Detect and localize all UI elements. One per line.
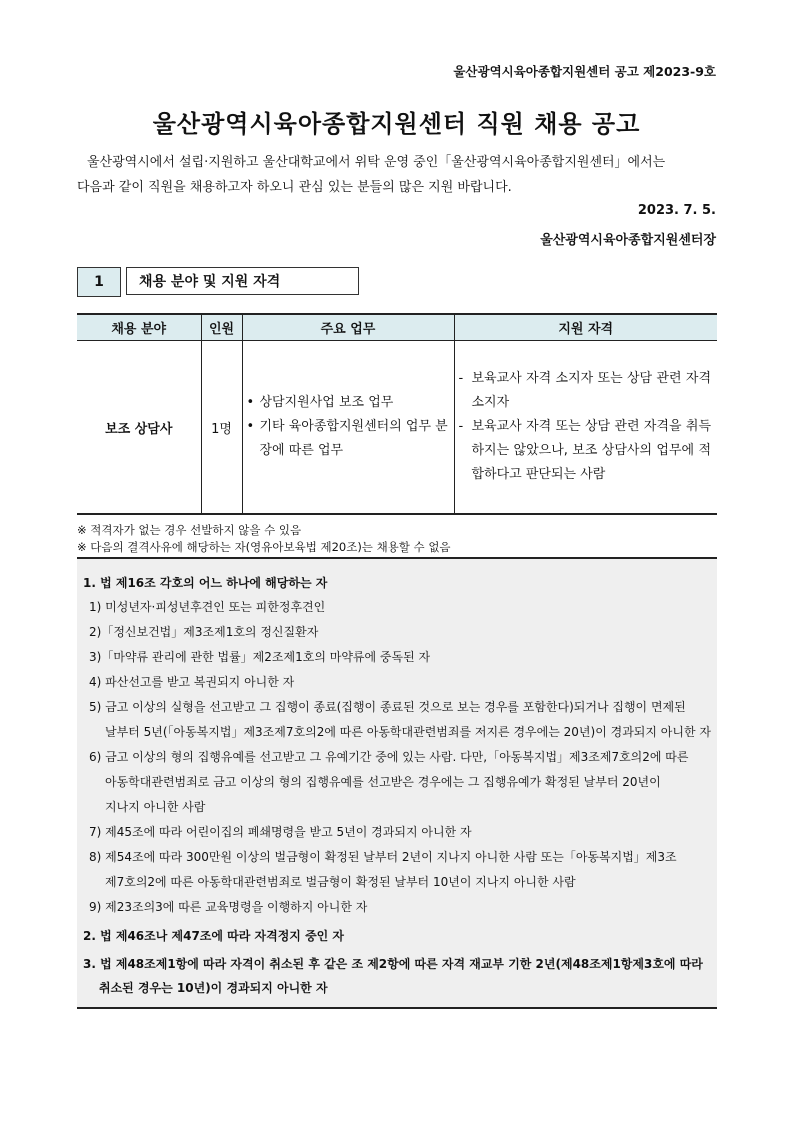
document-number: 울산광역시육아종합지원센터 공고 제2023-9호 <box>453 64 716 79</box>
note-no-candidate: ※ 적격자가 없는 경우 선발하지 않을 수 있음 <box>77 523 302 537</box>
intro-line-2: 다음과 같이 직원을 채용하고자 하오니 관심 있는 분들의 많은 지원 바랍니다. <box>77 180 512 195</box>
sub-item-continued: 날부터 5년(「아동복지법」제3조제7호의2에 따른 아동학대관련범죄를 저지른 경우에는 20년)이 경과되지 아니한 자 <box>105 725 711 739</box>
section-title: 채용 분야 및 지원 자격 <box>126 267 359 295</box>
signature: 울산광역시육아종합지원센터장 <box>540 233 716 248</box>
sub-item: 7) 제45조에 따라 어린이집의 폐쇄명령을 받고 5년이 경과되지 아니한 자 <box>89 825 472 839</box>
note-disqualification: ※ 다음의 결격사유에 해당하는 자(영유아보육법 제20조)는 채용할 수 없음 <box>77 540 451 554</box>
header-duties: 주요 업무 <box>242 314 454 341</box>
header-count: 인원 <box>201 314 242 341</box>
cell-qualifications <box>454 341 717 515</box>
table-header-row <box>77 314 717 341</box>
disqualification-box <box>77 557 717 1009</box>
cell-field: 보조 상담사 <box>77 341 201 515</box>
sub-item: 2)「정신보건법」제3조제1호의 정신질환자 <box>89 625 319 639</box>
duty-item: • 상담지원사업 보조 업무 <box>243 391 454 415</box>
disqualification-item-1: 1. 법 제16조 각호의 어느 하나에 해당하는 자 <box>83 576 328 590</box>
sub-item: 4) 파산선고를 받고 복권되지 아니한 자 <box>89 675 295 689</box>
sub-item-continued: 제7호의2에 따른 아동학대관련범죄로 벌금형이 확정된 날부터 10년이 지나지 아니한 사람 <box>105 875 576 889</box>
header-field: 채용 분야 <box>77 314 201 341</box>
header-qualifications: 지원 자격 <box>454 314 717 341</box>
cell-duties <box>242 341 454 515</box>
sub-item: 9) 제23조의3에 따른 교육명령을 이행하지 아니한 자 <box>89 900 368 914</box>
table-row <box>77 341 717 515</box>
sub-item: 6) 금고 이상의 형의 집행유예를 선고받고 그 유예기간 중에 있는 사람. 다만,「아동복지법」제3조제7호의2에 따른 <box>89 750 689 764</box>
qualification-item: - 보육교사 자격 또는 상담 관련 자격을 취득하지는 않았으나, 보조 상담사의 업무에 적합하다고 판단되는 사람 <box>455 415 718 487</box>
sub-item: 8) 제54조에 따라 300만원 이상의 벌금형이 확정된 날부터 2년이 지나지 아니한 사람 또는「아동복지법」제3조 <box>89 850 677 864</box>
sub-item-continued: 아동학대관련범죄로 금고 이상의 형의 집행유예를 선고받은 경우에는 그 집행유예가 확정된 날부터 20년이 <box>105 775 661 789</box>
sub-item-continued: 지나지 아니한 사람 <box>105 800 206 814</box>
sub-item: 5) 금고 이상의 실형을 선고받고 그 집행이 종료(집행이 종료된 것으로 보는 경우를 포함한다)되거나 집행이 면제된 <box>89 700 686 714</box>
duty-item: • 기타 육아종합지원센터의 업무 분장에 따른 업무 <box>243 415 454 463</box>
announcement-date: 2023. 7. 5. <box>637 203 716 218</box>
disqualification-item-2: 2. 법 제46조나 제47조에 따라 자격정지 중인 자 <box>83 929 345 943</box>
qualification-item: - 보육교사 자격 소지자 또는 상담 관련 자격 소지자 <box>455 367 718 415</box>
item-3-line-1: 3. 법 제48조제1항에 따라 자격이 취소된 후 같은 조 제2항에 따른 자격 재교부 기한 2년(제48조제1항제3호에 따라 <box>83 957 703 971</box>
cell-count: 1명 <box>201 341 242 515</box>
disqualification-item-3 <box>83 952 711 1000</box>
intro-line-1: 울산광역시에서 설립·지원하고 울산대학교에서 위탁 운영 중인「울산광역시육아종합지원센터」에서는 <box>87 155 666 170</box>
intro-paragraph <box>77 150 717 200</box>
sub-item: 1) 미성년자·피성년후견인 또는 피한정후견인 <box>89 600 326 614</box>
recruitment-table <box>77 313 717 515</box>
sub-item: 3)「마약류 관리에 관한 법률」제2조제1호의 마약류에 중독된 자 <box>89 650 431 664</box>
page-title: 울산광역시육아종합지원센터 직원 채용 공고 <box>152 110 641 138</box>
item-3-line-2: 취소된 경우는 10년)이 경과되지 아니한 자 <box>99 981 328 995</box>
section-number: 1 <box>77 267 121 297</box>
